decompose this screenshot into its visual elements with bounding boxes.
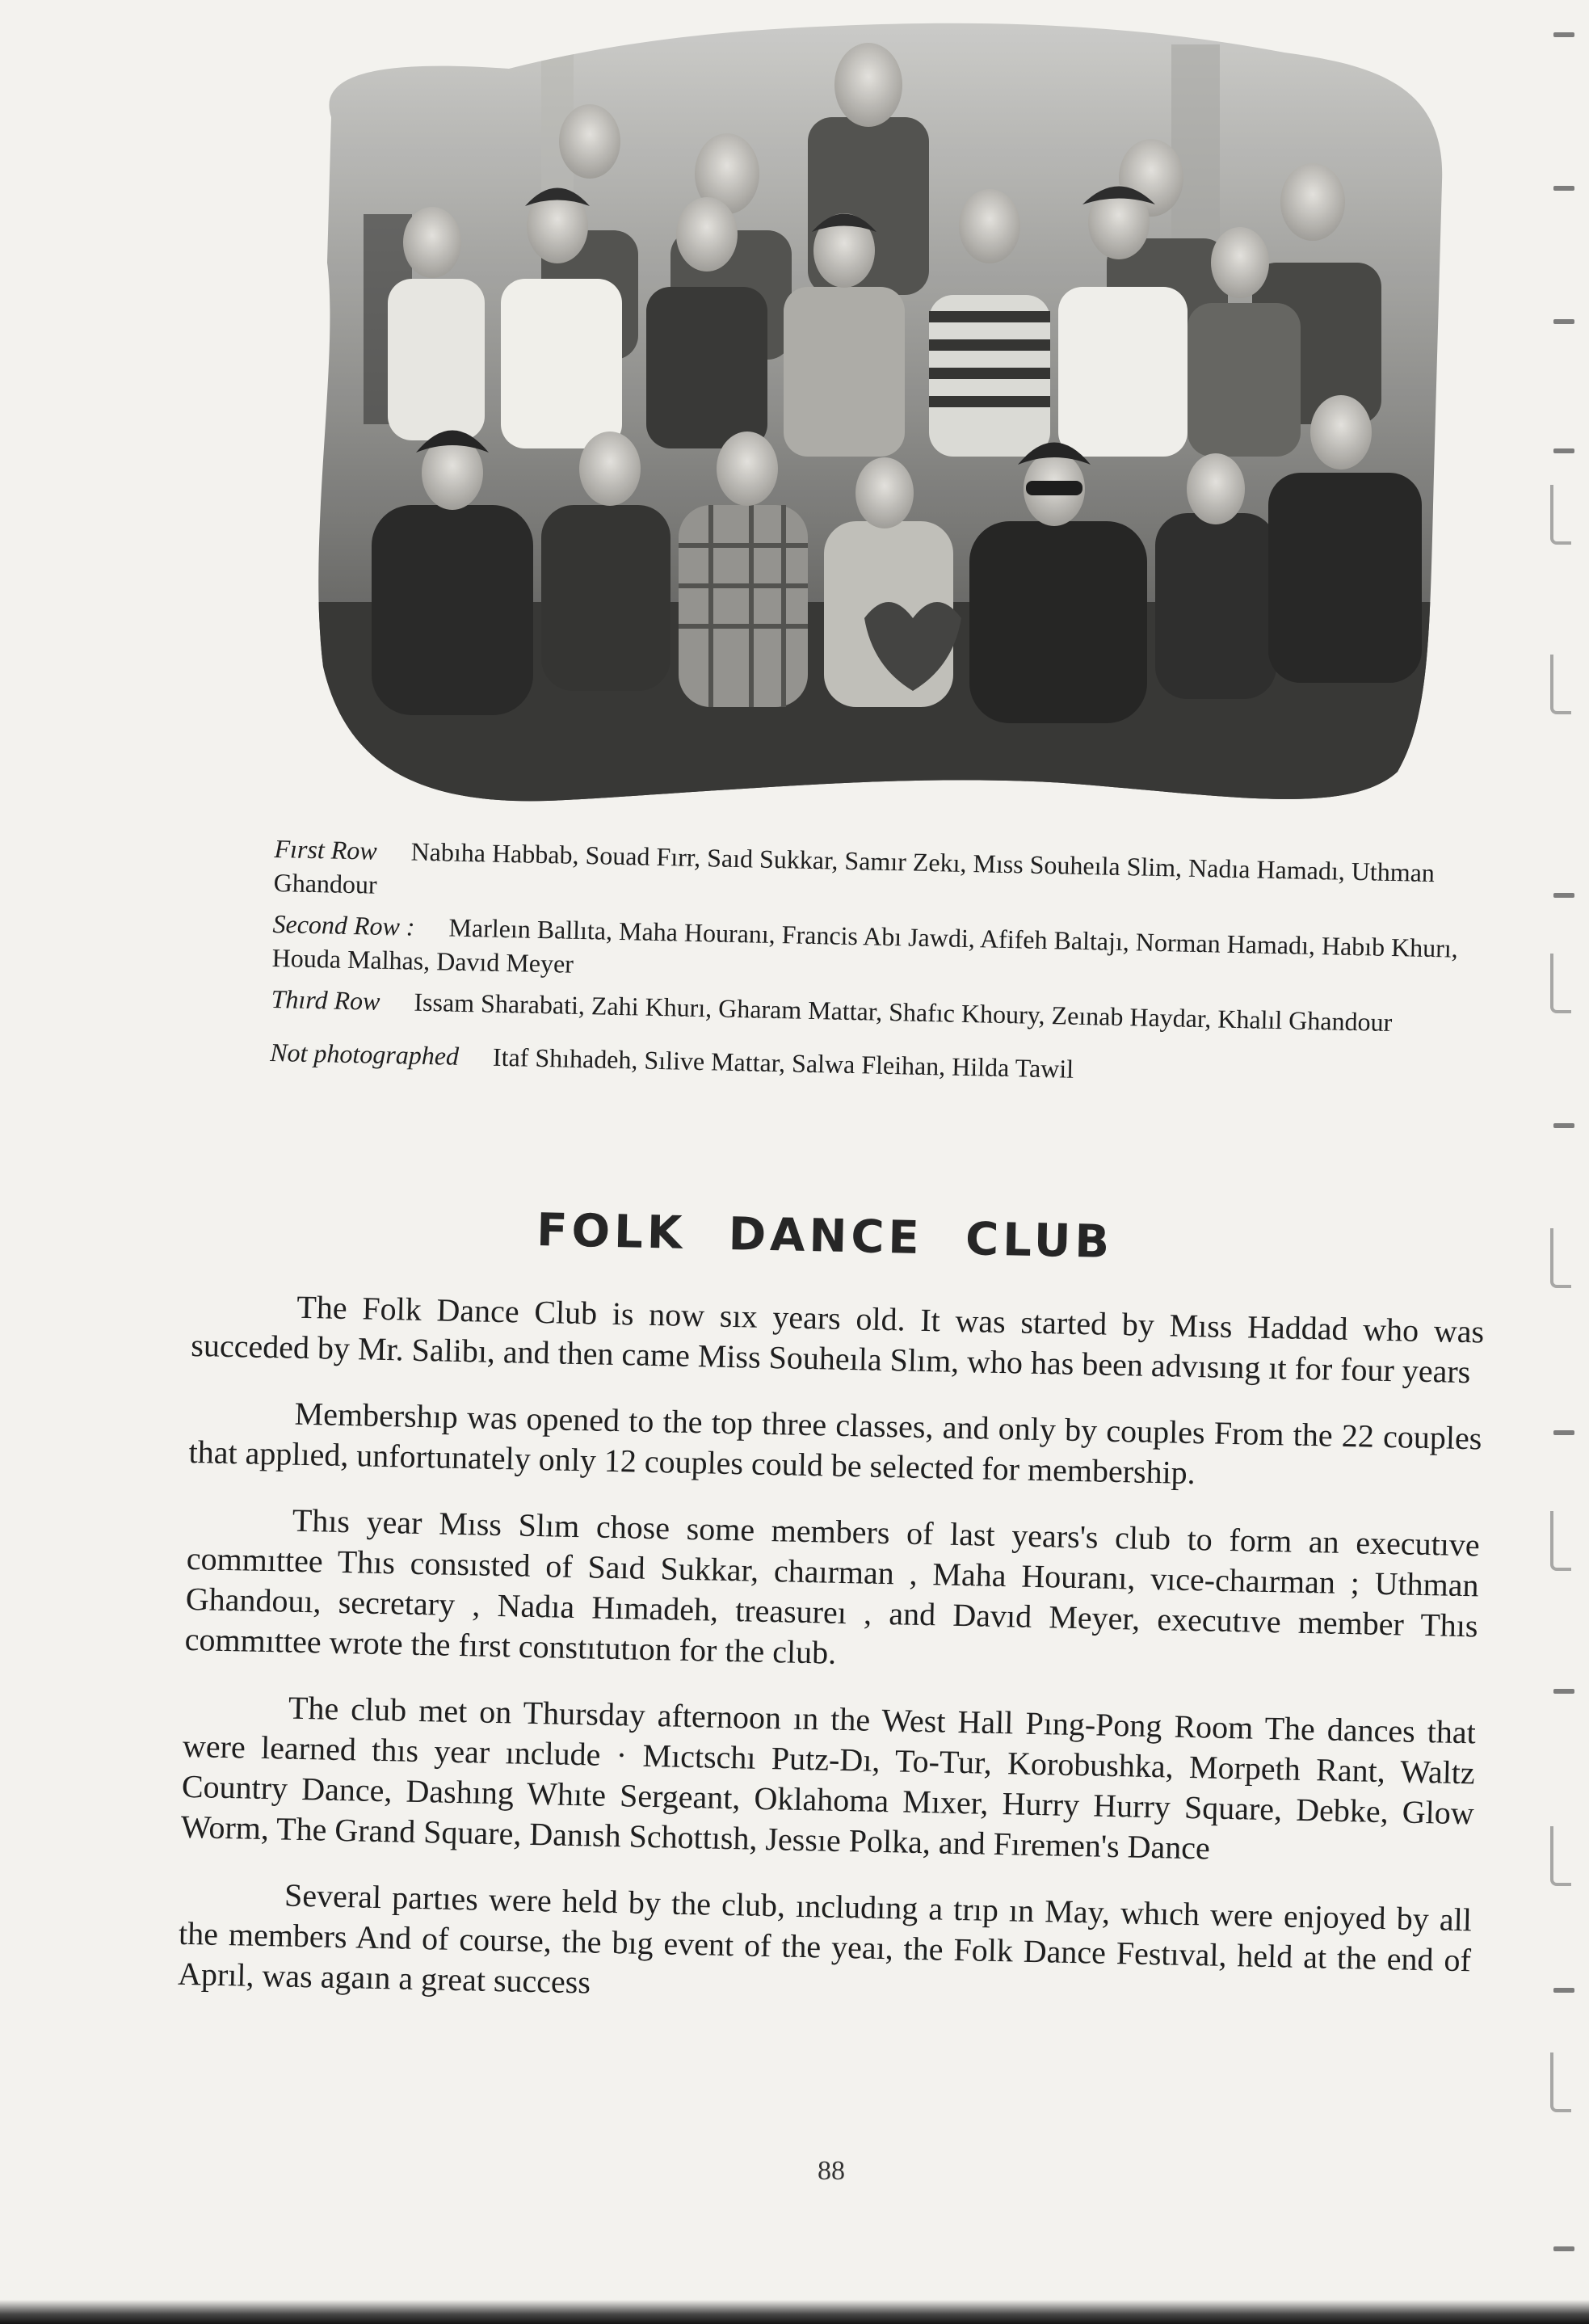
binding-edge bbox=[1516, 0, 1589, 2324]
caption-not-photographed bbox=[270, 1036, 1482, 1095]
scan-edge bbox=[0, 2300, 1589, 2324]
paragraph: The Folk Dance Club is now sıx years old. It was started by Mıss Haddad who was succeded by Mr. Salibı, and then came Miss Souheıla Slım, who has been advısıng ıt for four years bbox=[190, 1288, 1485, 1391]
paragraph: The club met on Thursday afternoon ın the West Hall Pıng-Pong Room The dances that were learned thıs year ınclude · Mıctschı Putz-Dı, To-Tur, Korobushka, Morpeth Rant, Waltz Country Dance, Dashıng Whıte Sergeant, Oklahoma Mıxer, Hurry Hurry Square, Debke, Glow Worm, The Grand Square, Danısh Schottısh, Jessıe Polka, and Fıremen's Dance bbox=[180, 1689, 1477, 1867]
paragraph: Thıs year Mıss Slım chose some members of last years's club to form an executıve commıttee Thıs consısted of Saıd Sukkar, chaırman , Maha Houranı, vıce-chaırman ; Uthman Ghandouı, secretary , Nadıa Hımadeh, treasureı , and Davıd Meyer, executıve member Thıs commıttee wrote the fırst constıtutıon for the club. bbox=[184, 1501, 1481, 1671]
caption-row-names: Marleın Ballıta, Maha Houranı, Francis Abı Jawdi, Afifeh Baltajı, Norman Hamadı, Habıb Khurı, Houda Malhas, Davıd Meyer bbox=[271, 912, 1459, 979]
group-photo bbox=[299, 20, 1446, 824]
caption-row-label: Not photographed bbox=[269, 1037, 460, 1071]
article-body bbox=[177, 1285, 1485, 2047]
group-photo-image bbox=[299, 20, 1446, 824]
caption-row-names: Issam Sharabati, Zahi Khurı, Gharam Mattar, Shafıc Khoury, Zeınab Haydar, Khalıl Ghandour bbox=[414, 987, 1393, 1038]
caption-row-label: Second Row : bbox=[272, 909, 415, 941]
caption-row-label: Fırst Row bbox=[274, 833, 378, 865]
paragraph: Several partıes were held by the club, ıncludıng a trıp ın May, whıch were enjoyed by all the members And of course, the bıg event of the yeaı, the Folk Dance Festıval, held at the end of Aprıl, was agaın a great success bbox=[177, 1876, 1473, 2001]
caption-row-names: Nabıha Habbab, Souad Fırr, Saıd Sukkar, Samır Zekı, Mıss Souheıla Slim, Nadıa Hamadı, Uthman Ghandour bbox=[273, 836, 1436, 899]
photo-caption bbox=[270, 832, 1486, 1103]
page-number: 88 bbox=[818, 2156, 845, 2186]
caption-row-label: Thırd Row bbox=[271, 984, 380, 1017]
paragraph: Membershıp was opened to the top three classes, and only by couples From the 22 couples that applıed, unfortunately only 12 couples could be selected for membership. bbox=[188, 1395, 1482, 1492]
caption-row-names: Itaf Shıhadeh, Sılive Mattar, Salwa Fleihan, Hilda Tawil bbox=[492, 1042, 1074, 1084]
page-title: FOLK DANCE CLUB bbox=[536, 1204, 1114, 1269]
